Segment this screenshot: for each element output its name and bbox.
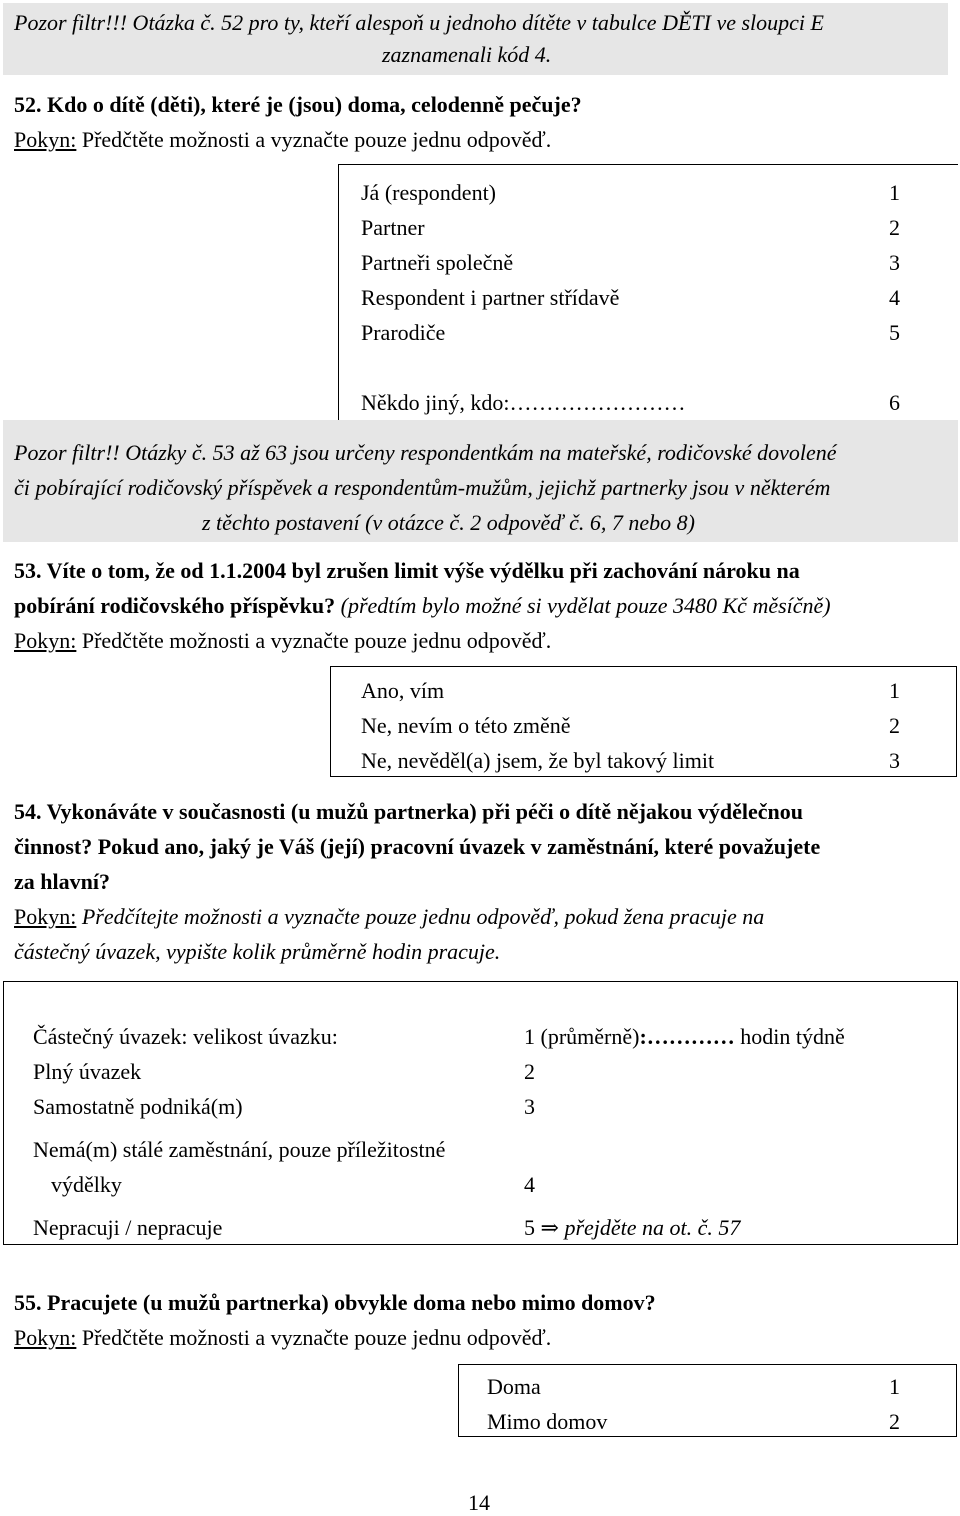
instruction-text: Předčtěte možnosti a vyznačte pouze jednu odpověď. xyxy=(76,1325,552,1350)
answer-code: 2 xyxy=(524,1059,535,1084)
question-53-bold: pobírání rodičovského příspěvku? xyxy=(14,593,336,618)
instruction-55 xyxy=(14,1325,551,1351)
answer-option[interactable]: Nepracuji / nepracuje xyxy=(33,1215,223,1240)
instruction-53 xyxy=(14,628,551,654)
page-number: 14 xyxy=(468,1490,490,1515)
answer-option[interactable]: Prarodiče xyxy=(361,320,446,345)
question-54: 54. Vykonáváte v současnosti (u mužů partnerka) při péči o dítě nějakou výdělečnou xyxy=(14,799,804,824)
answer-code: 3 xyxy=(889,250,900,275)
answer-option[interactable]: Já (respondent) xyxy=(361,180,497,205)
answer-option[interactable]: Respondent i partner střídavě xyxy=(361,285,620,310)
instruction-label: Pokyn: xyxy=(14,127,77,152)
question-54-line2: činnost? Pokud ano, jaký je Váš (její) pracovní úvazek v zaměstnání, které považujete xyxy=(14,834,821,859)
filter-notice-line: zaznamenali kód 4. xyxy=(382,42,552,67)
answer-code: 2 xyxy=(889,215,900,240)
filter-notice-line: Pozor filtr!! Otázky č. 53 až 63 jsou určeny respondentkám na mateřské, rodičovské dovolené xyxy=(14,440,837,465)
answer-code-skip: 5 ⇒ přejděte na ot. č. 57 xyxy=(524,1215,741,1240)
part-time-hours-field[interactable]: 1 (průměrně):………… hodin týdně xyxy=(524,1024,845,1049)
filter-notice-line: či pobírající rodičovský příspěvek a respondentům-mužům, jejichž partnerky jsou v některém xyxy=(14,475,831,500)
question-53-line2 xyxy=(14,593,831,619)
answer-code: 6 xyxy=(889,390,900,415)
answer-code: 3 xyxy=(889,748,900,773)
answer-code: 2 xyxy=(889,713,900,738)
question-52: 52. Kdo o dítě (děti), které je (jsou) doma, celodenně pečuje? xyxy=(14,92,582,117)
answer-option[interactable]: Ne, nevěděl(a) jsem, že byl takový limit xyxy=(361,748,715,773)
instruction-text: Předčtěte možnosti a vyznačte pouze jednu odpověď. xyxy=(76,628,552,653)
question-54-line3: za hlavní? xyxy=(14,869,110,894)
answer-option[interactable]: Ano, vím xyxy=(361,678,445,703)
answer-option-part-time[interactable]: Částečný úvazek: velikost úvazku: xyxy=(33,1024,338,1049)
question-53-note: (předtím bylo možné si vydělat pouze 3480 Kč měsíčně) xyxy=(335,593,831,618)
answer-option[interactable]: Doma xyxy=(487,1374,541,1399)
answer-option-other[interactable]: Někdo jiný, kdo:…………………… xyxy=(361,390,686,415)
instruction-text: Předčtěte možnosti a vyznačte pouze jednu odpověď. xyxy=(76,127,552,152)
instruction-52 xyxy=(14,127,551,153)
instruction-54 xyxy=(14,904,764,930)
answer-option[interactable]: Nemá(m) stálé zaměstnání, pouze příležitostné xyxy=(33,1137,446,1162)
answer-code: 1 xyxy=(889,180,900,205)
filter-notice-line: Pozor filtr!!! Otázka č. 52 pro ty, kteří alespoň u jednoho dítěte v tabulce DĚTI ve sloupci E xyxy=(14,10,824,35)
instruction-label: Pokyn: xyxy=(14,904,77,929)
question-55: 55. Pracujete (u mužů partnerka) obvykle doma nebo mimo domov? xyxy=(14,1290,656,1315)
instruction-label: Pokyn: xyxy=(14,1325,77,1350)
instruction-54-line2: částečný úvazek, vypište kolik průměrně hodin pracuje. xyxy=(14,939,501,964)
answer-option[interactable]: Partner xyxy=(361,215,425,240)
answer-code: 2 xyxy=(889,1409,900,1434)
answer-code: 5 xyxy=(889,320,900,345)
answer-code: 1 xyxy=(889,1374,900,1399)
answer-option[interactable]: Partneři společně xyxy=(361,250,514,275)
answer-option[interactable]: Ne, nevím o této změně xyxy=(361,713,571,738)
answer-code: 4 xyxy=(524,1172,535,1197)
instruction-label: Pokyn: xyxy=(14,628,77,653)
question-53: 53. Víte o tom, že od 1.1.2004 byl zrušen limit výše výdělku při zachování nároku na xyxy=(14,558,800,583)
answer-option[interactable]: Plný úvazek xyxy=(33,1059,142,1084)
arrow-right-icon: ⇒ xyxy=(540,1215,559,1240)
answer-option[interactable]: Samostatně podniká(m) xyxy=(33,1094,243,1119)
answer-code: 3 xyxy=(524,1094,535,1119)
instruction-text: Předčítejte možnosti a vyznačte pouze jednu odpověď, pokud žena pracuje na xyxy=(76,904,765,929)
answer-code: 1 xyxy=(889,678,900,703)
filter-notice-line: z těchto postavení (v otázce č. 2 odpověď č. 6, 7 nebo 8) xyxy=(202,510,695,535)
answer-code: 4 xyxy=(889,285,900,310)
skip-instruction: přejděte na ot. č. 57 xyxy=(564,1215,741,1240)
answer-option-cont: výdělky xyxy=(51,1172,122,1197)
answer-option[interactable]: Mimo domov xyxy=(487,1409,608,1434)
